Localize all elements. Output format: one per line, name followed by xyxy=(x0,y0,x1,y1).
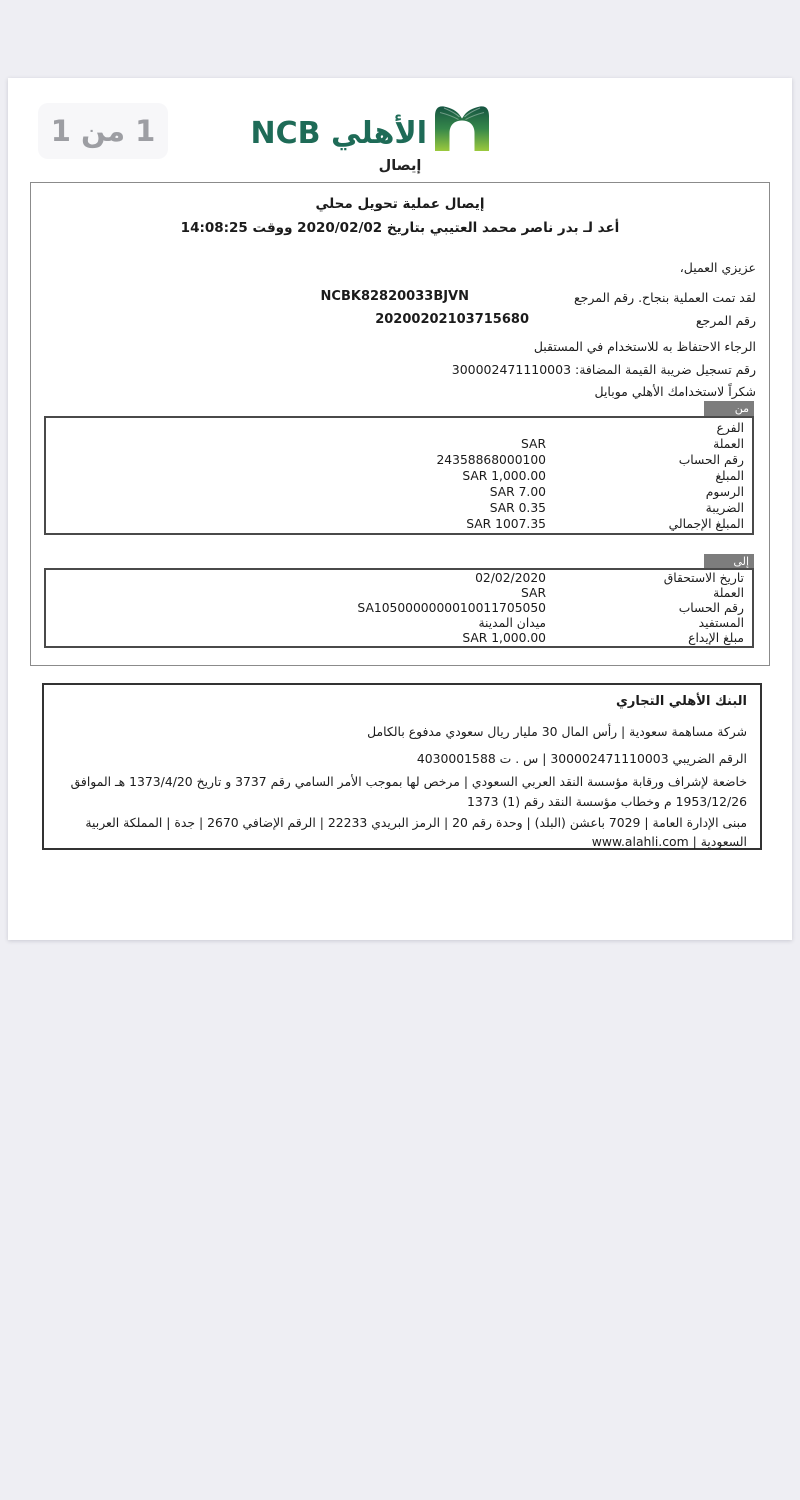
vat-registration-note: رقم تسجيل ضريبة القيمة المضافة: 300002471110003 xyxy=(451,362,756,377)
to-row-beneficiary xyxy=(46,616,752,631)
ncb-arch-logo-icon xyxy=(432,103,492,151)
from-row-currency xyxy=(46,437,752,453)
from-row-fees xyxy=(46,485,752,501)
bank-company-line: شركة مساهمة سعودية | رأس المال 30 مليار ريال سعودي مدفوع بالكامل xyxy=(367,724,747,739)
row-label: المستفيد xyxy=(698,616,744,630)
thanks-note: شكراً لاستخدامك الأهلي موبايل xyxy=(594,384,756,399)
row-value: SAR xyxy=(521,586,546,600)
row-value: ميدان المدينة xyxy=(478,616,546,630)
from-section-tab: من xyxy=(704,401,754,416)
row-label: رقم الحساب xyxy=(678,453,744,467)
from-row-account xyxy=(46,453,752,469)
row-value: 02/02/2020 xyxy=(475,571,546,585)
to-row-deposit-amount xyxy=(46,631,752,646)
row-label: الرسوم xyxy=(705,485,744,499)
bank-tax-cr-line: الرقم الضريبي 300002471110003 | س . ت 4030001588 xyxy=(416,751,747,766)
row-label: العملة xyxy=(713,586,744,600)
from-row-tax xyxy=(46,501,752,517)
bank-name: البنك الأهلي التجاري xyxy=(615,694,747,709)
bank-license-line: خاضعة لإشراف ورقابة مؤسسة النقد العربي السعودي | مرخص لها بموجب الأمر السامي رقم 3737 و تاريخ 1373/4/20 هـ الموافق 1953/12/26 م وخطاب مؤسسة النقد رقم (1) 1373 xyxy=(70,774,747,809)
bank-info-frame xyxy=(42,683,762,850)
receipt-prepared-line: أعد لـ بدر ناصر محمد العتيبي بتاريخ 2020/02/02 ووقت 14:08:25 xyxy=(180,220,620,236)
receipt-label: إيصال xyxy=(378,158,422,174)
row-value: 1,000.00 SAR xyxy=(462,469,546,483)
row-label: المبلغ xyxy=(715,469,744,483)
row-value: 1007.35 SAR xyxy=(466,517,546,531)
from-row-total xyxy=(46,517,752,533)
row-label: الفرع xyxy=(716,421,744,435)
keep-note: الرجاء الاحتفاظ به للاستخدام في المستقبل xyxy=(533,339,756,354)
row-value: SA1050000000010011705050 xyxy=(357,601,546,615)
from-section-box xyxy=(44,416,754,535)
row-value: SAR xyxy=(521,437,546,451)
reference-number-2: 20200202103715680 xyxy=(375,312,529,327)
row-label: رقم الحساب xyxy=(678,601,744,615)
to-section-box xyxy=(44,568,754,648)
row-value: 24358868000100 xyxy=(436,453,546,467)
row-label: المبلغ الإجمالي xyxy=(668,517,744,531)
row-value: 1,000.00 SAR xyxy=(462,631,546,645)
from-row-amount xyxy=(46,469,752,485)
receipt-title: إيصال عملية تحويل محلي xyxy=(315,196,485,212)
to-row-due-date xyxy=(46,571,752,586)
row-label: العملة xyxy=(713,437,744,451)
row-label: الضريبة xyxy=(705,501,744,515)
bank-address-line: مبنى الإدارة العامة | 7029 باعشن (البلد) | وحدة رقم 20 | الرمز البريدي 22233 | الرقم الإضافي 2670 | جدة | المملكة العربية السعودية | www.alahli.com xyxy=(85,815,747,849)
row-label: مبلغ الإيداع xyxy=(688,631,744,645)
row-value: 0.35 SAR xyxy=(489,501,546,515)
row-value: 7.00 SAR xyxy=(489,485,546,499)
ncb-wordmark: NCB الأهلي xyxy=(250,116,427,151)
receipt-document xyxy=(8,78,792,940)
from-row-branch xyxy=(46,421,752,437)
row-label: تاريخ الاستحقاق xyxy=(663,571,744,585)
transfer-receipt-frame xyxy=(30,182,770,666)
customer-greeting: عزيزي العميل، xyxy=(679,260,756,275)
to-row-account xyxy=(46,601,752,616)
reference-label: رقم المرجع xyxy=(695,313,756,328)
success-reference-label: لقد تمت العملية بنجاح. رقم المرجع xyxy=(574,290,756,305)
page-number-badge xyxy=(38,103,168,159)
to-row-currency xyxy=(46,586,752,601)
to-section-tab: إلى xyxy=(704,554,754,569)
page-number-label: 1 من 1 xyxy=(50,114,156,148)
reference-number-1: NCBK82820033BJVN xyxy=(320,289,469,304)
